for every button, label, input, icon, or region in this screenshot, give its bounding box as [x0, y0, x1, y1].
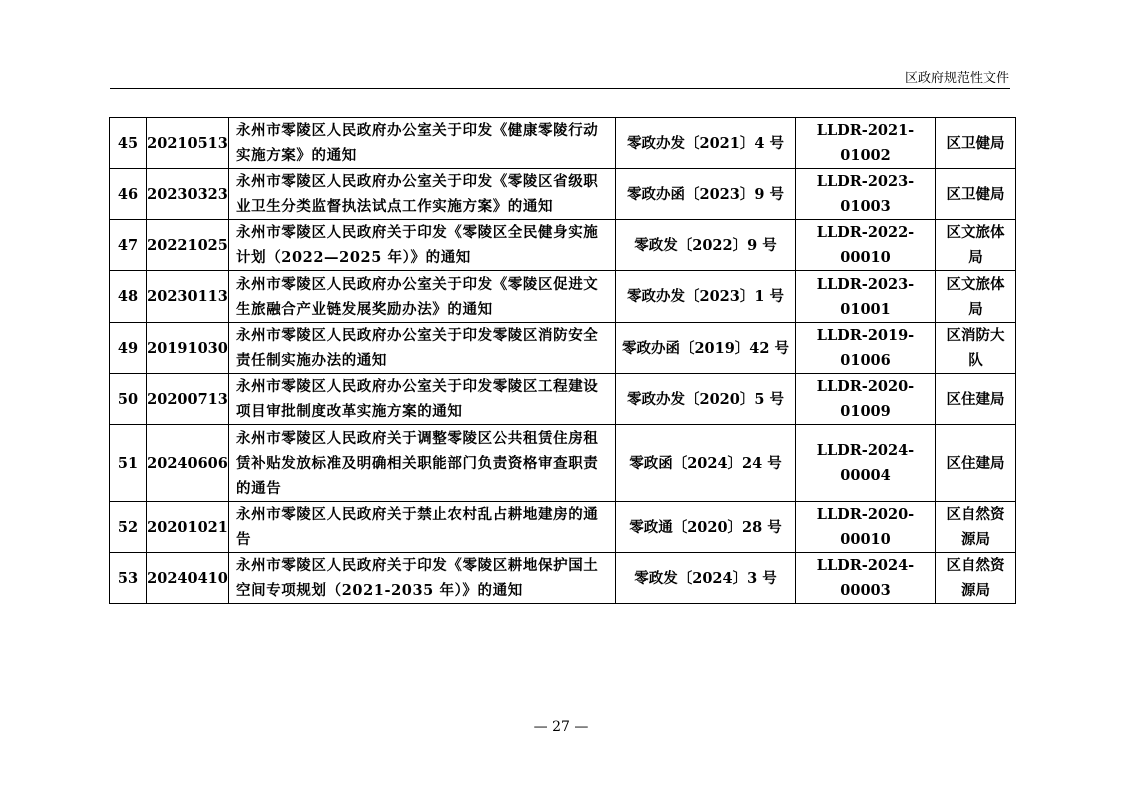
registration-code: LLDR-2024-00003	[796, 553, 936, 604]
issue-date: 20191030	[147, 323, 229, 374]
row-number: 45	[110, 118, 147, 169]
row-number: 46	[110, 169, 147, 220]
responsible-department: 区住建局	[936, 374, 1016, 425]
row-number: 52	[110, 502, 147, 553]
document-number: 零政函〔2024〕24 号	[616, 425, 796, 502]
registration-code: LLDR-2020-01009	[796, 374, 936, 425]
document-number: 零政办发〔2020〕5 号	[616, 374, 796, 425]
responsible-department: 区卫健局	[936, 118, 1016, 169]
page-number: — 27 —	[533, 719, 589, 735]
issue-date: 20240410	[147, 553, 229, 604]
registration-code: LLDR-2019-01006	[796, 323, 936, 374]
row-number: 53	[110, 553, 147, 604]
regulatory-documents-table	[109, 117, 1016, 604]
registration-code: LLDR-2023-01003	[796, 169, 936, 220]
registration-code: LLDR-2024-00004	[796, 425, 936, 502]
document-number: 零政办函〔2019〕42 号	[616, 323, 796, 374]
header-divider	[110, 88, 1010, 89]
document-number: 零政办函〔2023〕9 号	[616, 169, 796, 220]
table-row	[110, 118, 1016, 169]
document-number: 零政发〔2022〕9 号	[616, 220, 796, 271]
row-number: 47	[110, 220, 147, 271]
responsible-department: 区自然资源局	[936, 553, 1016, 604]
row-number: 51	[110, 425, 147, 502]
responsible-department: 区文旅体局	[936, 271, 1016, 323]
document-number: 零政发〔2024〕3 号	[616, 553, 796, 604]
row-number: 48	[110, 271, 147, 323]
document-number: 零政办发〔2023〕1 号	[616, 271, 796, 323]
document-title: 永州市零陵区人民政府关于禁止农村乱占耕地建房的通告	[229, 502, 616, 553]
table-row	[110, 169, 1016, 220]
issue-date: 20201021	[147, 502, 229, 553]
row-number: 49	[110, 323, 147, 374]
document-number: 零政通〔2020〕28 号	[616, 502, 796, 553]
document-title: 永州市零陵区人民政府办公室关于印发《零陵区省级职业卫生分类监督执法试点工作实施方案》的通知	[229, 169, 616, 220]
registration-code: LLDR-2023-01001	[796, 271, 936, 323]
table-row	[110, 502, 1016, 553]
issue-date: 20230323	[147, 169, 229, 220]
table-row	[110, 323, 1016, 374]
document-title: 永州市零陵区人民政府关于印发《零陵区全民健身实施计划（2022—2025 年）》的通知	[229, 220, 616, 271]
document-title: 永州市零陵区人民政府关于调整零陵区公共租赁住房租赁补贴发放标准及明确相关职能部门负责资格审查职责的通告	[229, 425, 616, 502]
responsible-department: 区自然资源局	[936, 502, 1016, 553]
document-title: 永州市零陵区人民政府办公室关于印发零陵区消防安全责任制实施办法的通知	[229, 323, 616, 374]
table-row	[110, 220, 1016, 271]
responsible-department: 区卫健局	[936, 169, 1016, 220]
issue-date: 20210513	[147, 118, 229, 169]
row-number: 50	[110, 374, 147, 425]
table-row	[110, 271, 1016, 323]
document-title: 永州市零陵区人民政府办公室关于印发《健康零陵行动实施方案》的通知	[229, 118, 616, 169]
document-title: 永州市零陵区人民政府办公室关于印发零陵区工程建设项目审批制度改革实施方案的通知	[229, 374, 616, 425]
issue-date: 20230113	[147, 271, 229, 323]
table-row	[110, 374, 1016, 425]
responsible-department: 区住建局	[936, 425, 1016, 502]
table-row	[110, 425, 1016, 502]
document-title: 永州市零陵区人民政府办公室关于印发《零陵区促进文生旅融合产业链发展奖励办法》的通知	[229, 271, 616, 323]
document-category-label: 区政府规范性文件	[904, 71, 1009, 86]
registration-code: LLDR-2022-00010	[796, 220, 936, 271]
table-row	[110, 553, 1016, 604]
issue-date: 20240606	[147, 425, 229, 502]
responsible-department: 区文旅体局	[936, 220, 1016, 271]
document-title: 永州市零陵区人民政府关于印发《零陵区耕地保护国土空间专项规划（2021-2035 年）》的通知	[229, 553, 616, 604]
responsible-department: 区消防大队	[936, 323, 1016, 374]
registration-code: LLDR-2020-00010	[796, 502, 936, 553]
issue-date: 20200713	[147, 374, 229, 425]
registration-code: LLDR-2021-01002	[796, 118, 936, 169]
document-number: 零政办发〔2021〕4 号	[616, 118, 796, 169]
issue-date: 20221025	[147, 220, 229, 271]
